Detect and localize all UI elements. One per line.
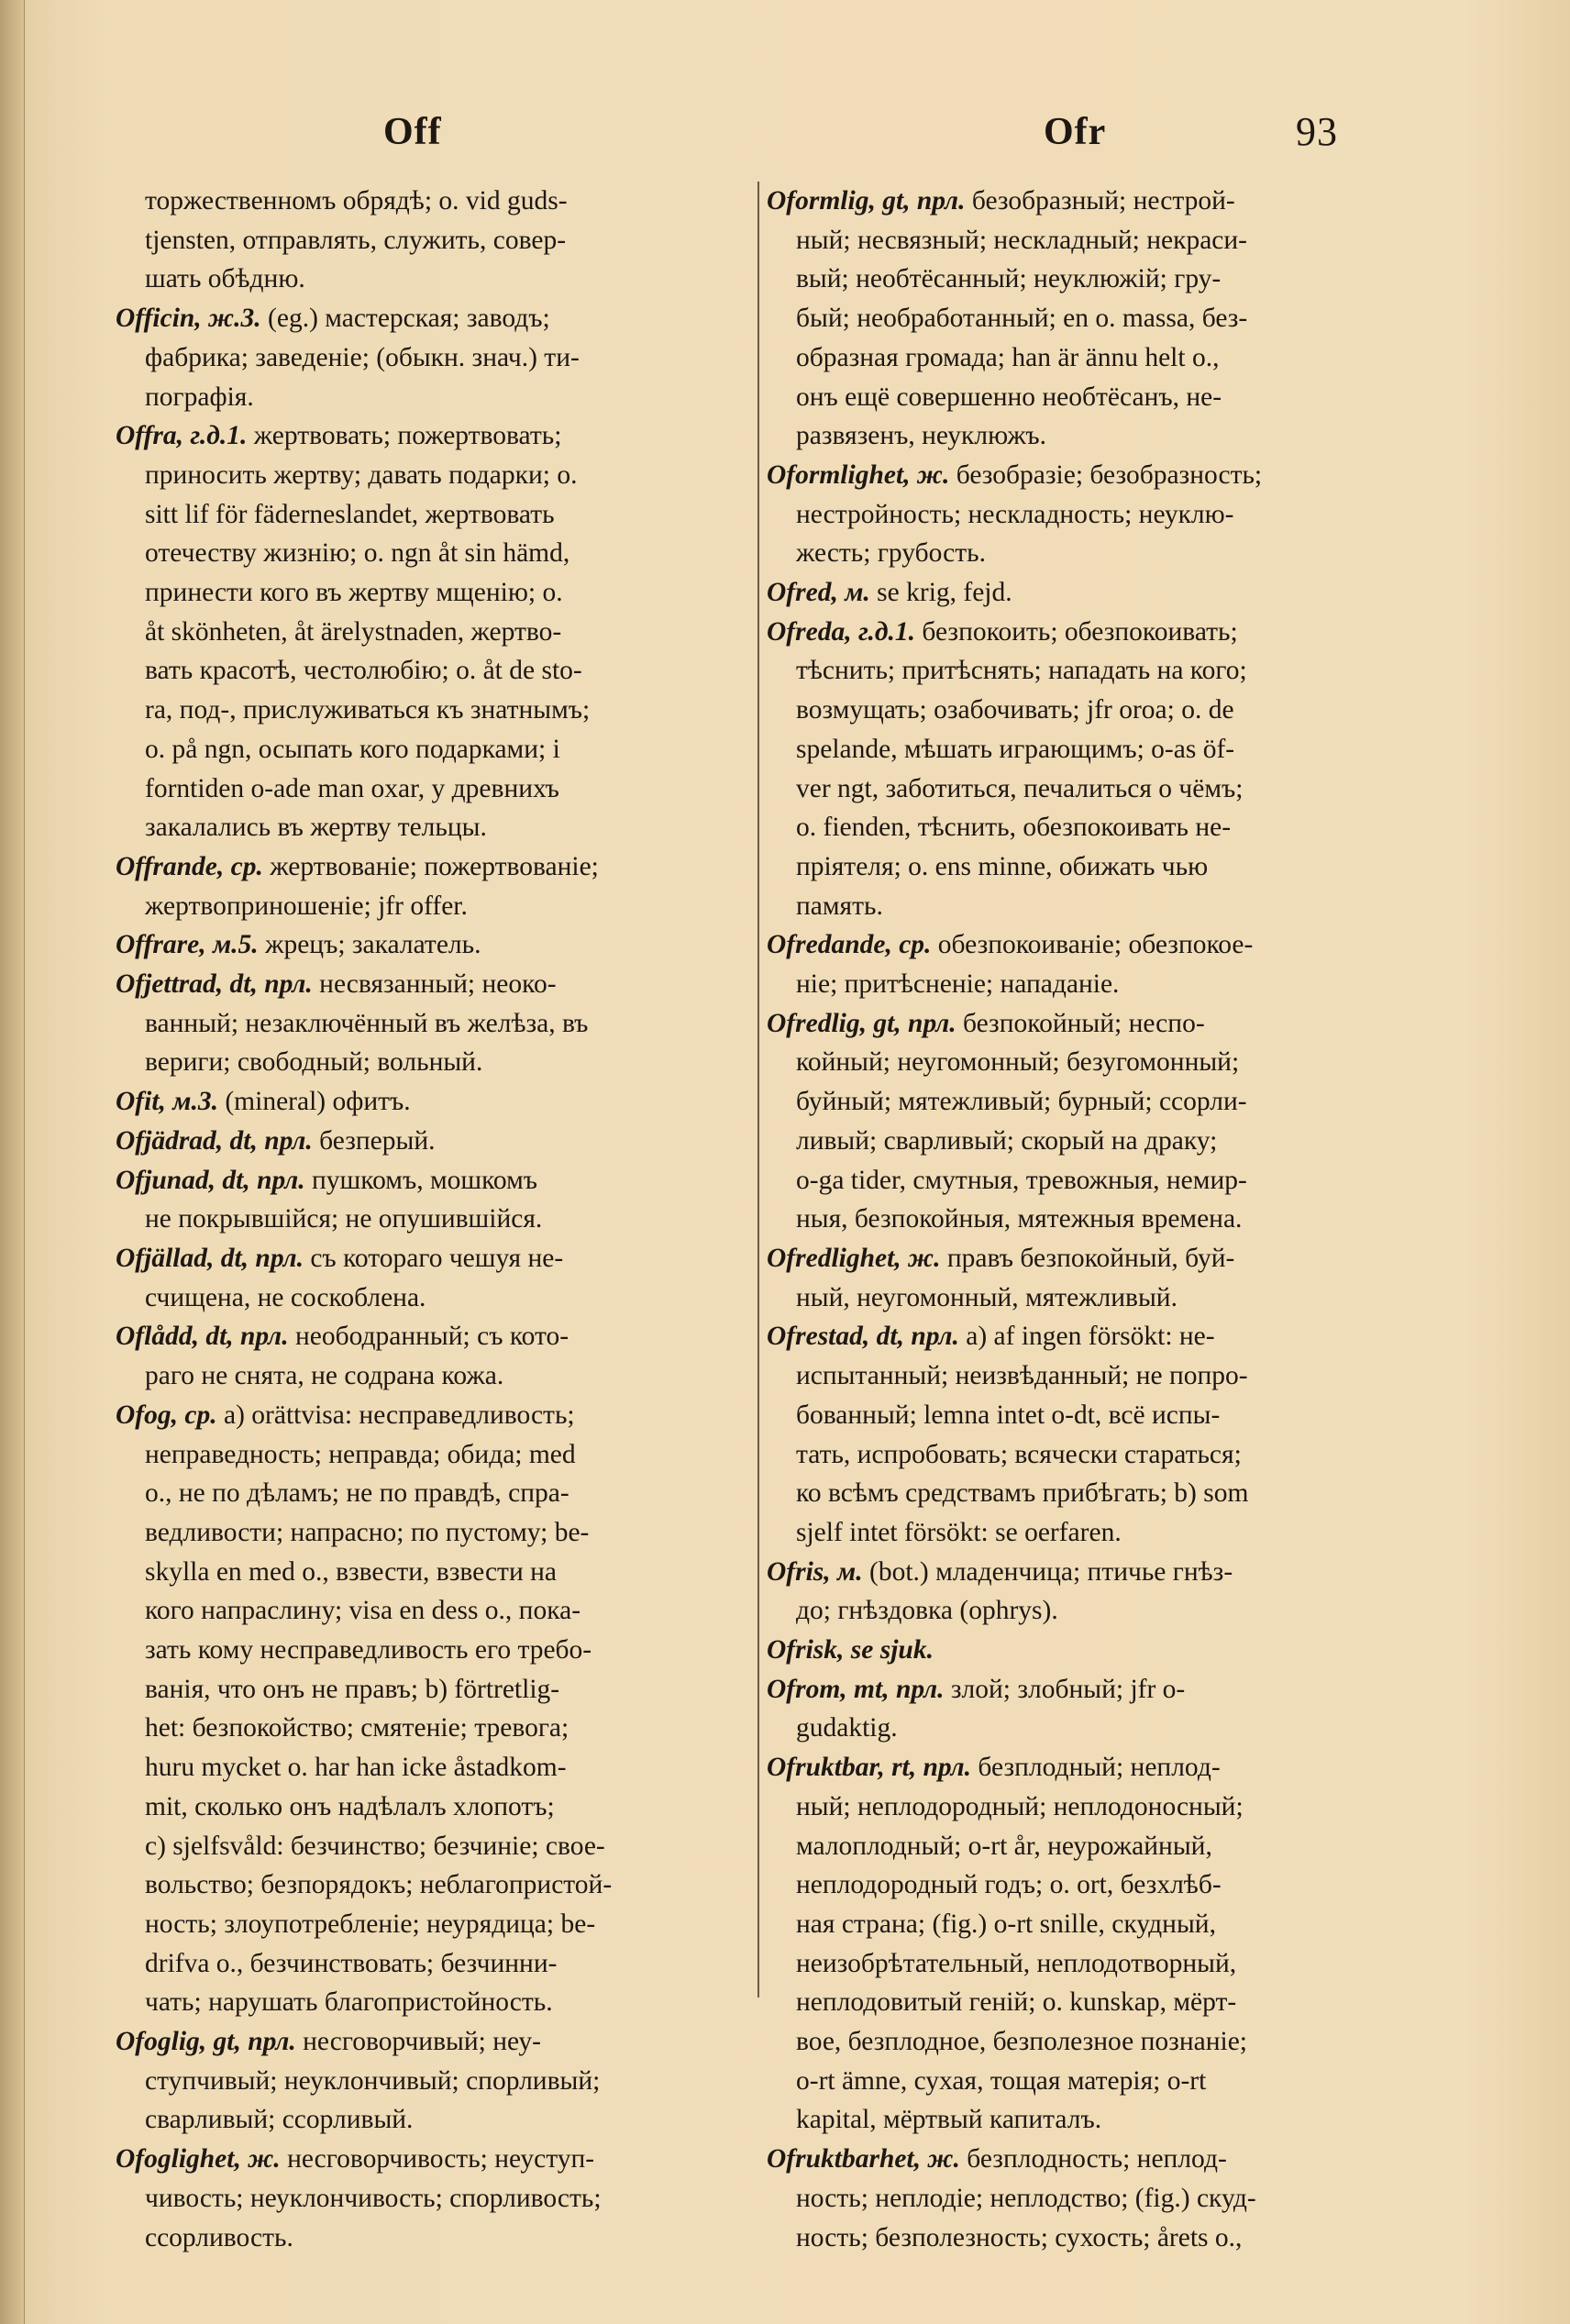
dictionary-entry <box>116 1161 757 1239</box>
entry-headword: Ofredlighet, ж. <box>767 1243 941 1273</box>
entry-headword: Ofjädrad, dt, прл. <box>116 1125 313 1156</box>
entry-text-line: безпокоить; обезпокоивать; <box>914 616 1238 647</box>
entry-text-line: тѣснить; притѣснять; нападать на кого; <box>796 656 1247 686</box>
entry-text-line: ver ngt, заботиться, печалиться о чёмъ; <box>796 773 1244 803</box>
entry-text-line: жесть; грубость. <box>796 538 986 569</box>
dictionary-entry <box>767 182 1409 456</box>
entry-text-line: буйный; мятежливый; бурный; ссорли- <box>796 1087 1247 1117</box>
entry-headword: Ofog, ср. <box>116 1400 217 1430</box>
entry-text-line: het: безпокойство; смятеніе; тревога; <box>145 1713 569 1743</box>
entry-text-line: spelande, мѣшать играющимъ; o-as öf- <box>796 734 1235 764</box>
entry-text-line: ный; несвязный; нескладный; некраси- <box>796 225 1247 255</box>
entry-headword: Ofjettrad, dt, прл. <box>116 969 313 1000</box>
column-divider <box>757 182 759 1998</box>
entry-text-line: ra, под-, прислуживаться къ знатнымъ; <box>145 695 591 725</box>
entry-text-line: o-ga tider, смутныя, тревожныя, немир- <box>796 1165 1247 1195</box>
entry-text-line: несвязанный; неоко- <box>312 969 557 1000</box>
entry-text-line: пографія. <box>145 382 254 412</box>
entry-headword: Ofredande, ср. <box>767 930 932 960</box>
entry-headword: Ofit, м.3. <box>116 1087 218 1117</box>
entry-text-line: бованный; lemna intet o-dt, всё испы- <box>796 1400 1221 1430</box>
entry-text-line: безобразный; нестрой- <box>965 186 1235 216</box>
entry-text-line: несговорчивость; неуступ- <box>280 2144 595 2175</box>
entry-headword: Ofrom, mt, прл. <box>767 1674 945 1704</box>
entry-text-line: неплодородный годъ; o. ort, безхлѣб- <box>796 1870 1222 1900</box>
entry-text-line: ніе; притѣсненіе; нападаніе. <box>796 969 1120 1000</box>
entry-text-line: ность; неплодіе; неплодство; (fig.) скуд- <box>796 2183 1256 2213</box>
entry-text-line: койный; неугомонный; безугомонный; <box>796 1047 1240 1078</box>
entry-headword: Officin, ж.3. <box>116 304 261 334</box>
entry-text-line: sjelf intet försökt: se oerfaren. <box>796 1517 1122 1547</box>
entry-text-line: испытанный; неизвѣданный; не попро- <box>796 1361 1248 1391</box>
entry-text-line: ведливости; напрасно; по пустому; be- <box>145 1517 590 1547</box>
entry-text-line: бый; необработанный; en o. massa, без- <box>796 304 1248 334</box>
entry-headword: Offrande, ср. <box>116 851 263 881</box>
entry-text-line: пріятеля; o. ens minne, обижать чью <box>796 851 1209 881</box>
entry-headword: Ofredlig, gt, прл. <box>767 1008 956 1038</box>
dictionary-entry <box>767 925 1409 1003</box>
entry-text-line: gudaktig. <box>796 1713 898 1743</box>
entry-text-line: drifva o., безчинствовать; безчинни- <box>145 1948 558 1978</box>
entry-text-line: kapital, мёртвый капиталъ. <box>796 2105 1102 2135</box>
entry-text-line: o. fienden, тѣснить, обезпокоивать не- <box>796 813 1232 843</box>
dictionary-entry <box>767 613 1409 926</box>
entry-text-line: память. <box>796 891 883 921</box>
entry-text-line: безплодный; неплод- <box>971 1753 1221 1783</box>
entry-text-line: жертвовать; пожертвовать; <box>247 421 562 451</box>
entry-text-line: ко всѣмъ средствамъ прибѣгать; b) som <box>796 1478 1249 1509</box>
entry-text-line: ступчивый; неуклончивый; спорливый; <box>145 2065 601 2096</box>
dictionary-entry <box>116 2140 757 2257</box>
entry-text-line: o., не по дѣламъ; не по правдѣ, спра- <box>145 1478 569 1509</box>
entry-text-line: o-rt ämne, сухая, тощая матерія; o-rt <box>796 2065 1207 2096</box>
entry-text-line: зать кому несправедливость его требо- <box>145 1635 592 1666</box>
entry-text-line: ность; злоупотребленіе; неурядица; be- <box>145 1909 596 1939</box>
entry-text-line: счищена, не соскоблена. <box>145 1282 426 1312</box>
entry-text-line: ванія, что онъ не правъ; b) förtretlig- <box>145 1674 560 1704</box>
entry-text-line: шать обѣдню. <box>145 264 305 294</box>
dictionary-entry <box>116 847 757 925</box>
entry-text-line: forntiden o-ade man oxar, у древнихъ <box>145 773 559 803</box>
entry-text-line: безперый. <box>312 1125 436 1156</box>
entry-text-line: правъ безпокойный, буй- <box>940 1243 1235 1273</box>
entry-headword: Ofreda, г.д.1. <box>767 616 915 647</box>
entry-text-line: чать; нарушать благопристойность. <box>145 1987 553 2018</box>
entry-text-line: åt skönheten, åt ärelystnaden, жертво- <box>145 616 562 647</box>
entry-text-line: злой; злобный; jfr o- <box>944 1674 1186 1704</box>
dictionary-entry <box>767 573 1409 613</box>
entry-text-line: нестройность; нескладность; неуклю- <box>796 499 1234 529</box>
entry-text-line: до; гнѣздовка (ophrys). <box>796 1596 1058 1626</box>
entry-text-line: вольство; безпорядокъ; неблагопристой- <box>145 1870 613 1900</box>
dictionary-entry <box>767 1553 1409 1631</box>
left-column <box>116 182 757 2257</box>
entry-text-line: кого напраслину; visa en dess o., пока- <box>145 1596 581 1626</box>
entry-text-line: принести кого въ жертву мщенію; o. <box>145 578 563 608</box>
entry-text-line: неправедность; неправда; обида; med <box>145 1439 576 1469</box>
entry-text-line: безплодность; неплод- <box>959 2144 1227 2175</box>
entry-text-line: ныя, безпокойныя, мятежныя времена. <box>796 1204 1243 1234</box>
entry-headword: Oformlighet, ж. <box>767 459 950 490</box>
entry-headword: Ofruktbarhet, ж. <box>767 2144 960 2175</box>
dictionary-entry <box>116 1082 757 1122</box>
entry-text-line: несговорчивый; неу- <box>295 2027 541 2057</box>
entry-text-line: безобразіе; безобразность; <box>949 459 1263 490</box>
entry-headword: Ofris, м. <box>767 1556 863 1587</box>
dictionary-entry <box>116 1122 757 1161</box>
entry-text-line: se krig, fejd. <box>869 578 1012 608</box>
entry-text-line: ванный; незаключённый въ желѣза, въ <box>145 1008 589 1038</box>
entry-text-line: развязенъ, неуклюжъ. <box>796 421 1047 451</box>
entry-text-line: отечеству жизнію; o. ngn åt sin hämd, <box>145 538 570 569</box>
entry-text-line: закалались въ жертву тельцы. <box>145 813 487 843</box>
entry-headword: Ofjunad, dt, прл. <box>116 1165 305 1195</box>
entry-text-line: (eg.) мастерская; заводъ; <box>260 304 550 334</box>
entry-text-line: skylla en med o., взвести, взвести на <box>145 1556 557 1587</box>
dictionary-entry <box>116 299 757 416</box>
dictionary-entry <box>116 1396 757 2022</box>
entry-text-line: онъ ещё совершенно необтёсанъ, не- <box>796 382 1222 412</box>
dictionary-entry <box>767 1670 1409 1748</box>
entry-text-line: huru mycket o. har han icke åstadkom- <box>145 1753 567 1783</box>
entry-text-line: c) sjelfsvåld: безчинство; безчиніе; свое- <box>145 1831 605 1861</box>
entry-headword: Ofred, м. <box>767 578 870 608</box>
entry-text-line: тать, испробовать; всячески стараться; <box>796 1439 1242 1469</box>
dictionary-entry <box>767 456 1409 573</box>
dictionary-entry <box>116 965 757 1082</box>
entry-text-line: a) orättvisa: несправедливость; <box>216 1400 575 1430</box>
entry-text-line: сварливый; ссорливый. <box>145 2105 414 2135</box>
entry-text-line: sitt lif för fäderneslandet, жертвовать <box>145 499 555 529</box>
entry-text-line: возмущать; озабочивать; jfr oroa; o. de <box>796 695 1234 725</box>
entry-headword: Offrare, м.5. <box>116 930 259 960</box>
entry-headword: Ofrisk, se sjuk. <box>767 1635 934 1666</box>
entry-text-line: образная громада; han är ännu helt o., <box>796 342 1220 372</box>
entry-text-line: съ котораго чешуя не- <box>303 1243 564 1273</box>
dictionary-entry <box>767 1004 1409 1239</box>
entry-text-line: вать красотѣ, честолюбію; o. åt de sto- <box>145 656 582 686</box>
entry-text-line: приносить жертву; давать подарки; o. <box>145 459 578 490</box>
entry-text-line: вый; необтёсанный; неуклюжій; гру- <box>796 264 1222 294</box>
entry-text-line: a) af ingen försökt: не- <box>958 1322 1215 1352</box>
previous-page-edge <box>0 0 25 2324</box>
entry-text-line: неизобрѣтательный, неплодотворный, <box>796 1948 1237 1978</box>
entry-text-line: ный; неплодородный; неплодоносный; <box>796 1791 1244 1821</box>
entry-text-line: ная страна; (fig.) o-rt snille, скудный, <box>796 1909 1216 1939</box>
dictionary-entry <box>116 416 757 847</box>
entry-text-line: вериги; свободный; вольный. <box>145 1047 483 1078</box>
entry-text-line: ность; безполезность; сухость; årets o., <box>796 2222 1243 2252</box>
dictionary-entry <box>116 2022 757 2140</box>
entry-text-line: mit, сколько онъ надѣлалъ хлопотъ; <box>145 1791 555 1821</box>
running-head-left: Off <box>383 111 442 153</box>
entry-continuation <box>116 182 757 299</box>
entry-text-line: жрецъ; закалатель. <box>258 930 481 960</box>
entry-text-line: неплодовитый геній; o. kunskap, мёрт- <box>796 1987 1237 2018</box>
entry-text-line: чивость; неуклончивость; спорливость; <box>145 2183 602 2213</box>
entry-text-line: o. på ngn, осыпать кого подарками; i <box>145 734 560 764</box>
entry-headword: Offra, г.д.1. <box>116 421 248 451</box>
entry-text-line: фабрика; заведеніе; (обыкн. знач.) ти- <box>145 342 580 372</box>
entry-headword: Ofoglig, gt, прл. <box>116 2027 296 2057</box>
entry-text-line: (mineral) офитъ. <box>217 1087 411 1117</box>
dictionary-entry <box>767 1317 1409 1552</box>
running-head-right: Ofr <box>1044 111 1107 153</box>
page-number: 93 <box>1296 109 1338 154</box>
entry-headword: Ofoglighet, ж. <box>116 2144 281 2175</box>
entry-text-line: малоплодный; o-rt år, неурожайный, <box>796 1831 1212 1861</box>
entry-text-line: (bot.) младенчица; птичье гнѣз- <box>862 1556 1233 1587</box>
entry-headword: Ofruktbar, rt, прл. <box>767 1753 972 1783</box>
entry-headword: Ofjällad, dt, прл. <box>116 1243 304 1273</box>
dictionary-entry <box>767 2140 1409 2257</box>
entry-text-line: ливый; сварливый; скорый на драку; <box>796 1125 1218 1156</box>
entry-headword: Oformlig, gt, прл. <box>767 186 966 216</box>
entry-text-line: tjensten, отправлять, служить, совер- <box>145 225 567 255</box>
entry-headword: Ofrestad, dt, прл. <box>767 1322 959 1352</box>
entry-text-line: ный, неугомонный, мятежливый. <box>796 1282 1178 1312</box>
entry-text-line: торжественномъ обрядѣ; o. vid guds- <box>145 186 568 216</box>
entry-text-line: безпокойный; неспо- <box>956 1008 1205 1038</box>
dictionary-entry <box>116 925 757 965</box>
dictionary-entry <box>767 1631 1409 1670</box>
dictionary-entry <box>767 1239 1409 1317</box>
entry-text-line: ссорливость. <box>145 2222 293 2252</box>
entry-text-line: неободранный; съ кото- <box>288 1322 569 1352</box>
entry-text-line: пушкомъ, мошкомъ <box>304 1165 538 1195</box>
entry-headword: Oflådd, dt, прл. <box>116 1322 289 1352</box>
dictionary-entry <box>116 1239 757 1317</box>
dictionary-entry <box>116 1317 757 1395</box>
entry-text-line: не покрывшійся; не опушившійся. <box>145 1204 543 1234</box>
entry-text-line: обезпокоиваніе; обезпокое- <box>931 930 1254 960</box>
entry-text-line: вое, безплодное, безполезное познаніе; <box>796 2027 1247 2057</box>
entry-text-line: раго не снята, не содрана кожа. <box>145 1361 504 1391</box>
entry-text-line: жертвоприношеніе; jfr offer. <box>145 891 468 921</box>
right-column <box>767 182 1409 2257</box>
dictionary-entry <box>767 1748 1409 2140</box>
entry-text-line: жертвованіе; пожертвованіе; <box>262 851 599 881</box>
